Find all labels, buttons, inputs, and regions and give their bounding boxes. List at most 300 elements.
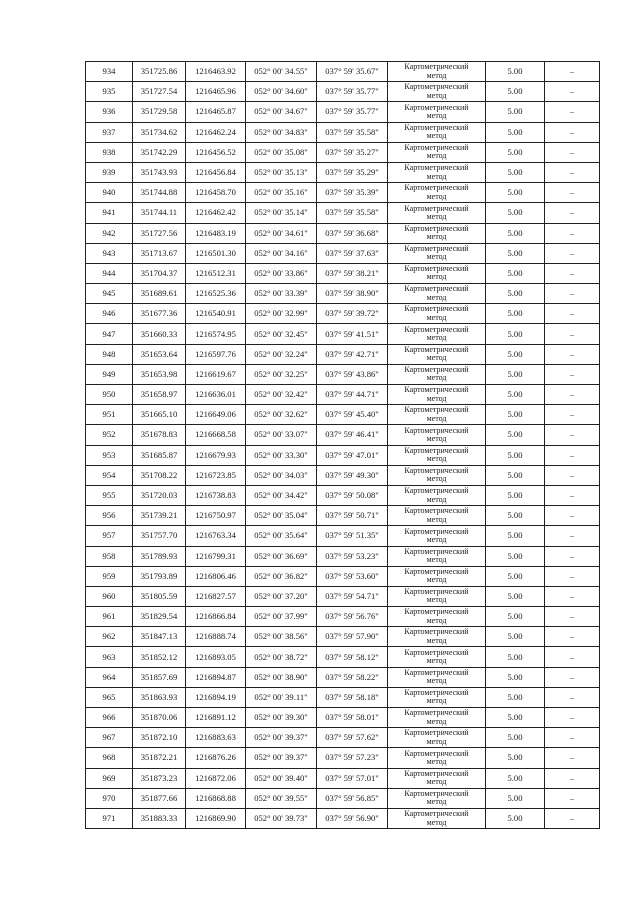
y-coordinate-cell: 1216738.83 [186,485,246,505]
note-cell: – [545,203,600,223]
y-coordinate-cell: 1216679.93 [186,445,246,465]
method-line-2: метод [426,676,447,686]
note-cell: – [545,284,600,304]
accuracy-cell: 5.00 [486,465,545,485]
latitude-cell: 052° 00' 34.42" [246,485,317,505]
x-coordinate-cell: 351757.70 [133,526,186,546]
accuracy-cell: 5.00 [486,586,545,606]
accuracy-cell: 5.00 [486,122,545,142]
method-line-1: Картометрический [404,768,469,778]
method-cell [388,808,486,828]
latitude-cell: 052° 00' 35.08" [246,142,317,162]
point-number-cell: 937 [86,122,133,142]
accuracy-cell: 5.00 [486,566,545,586]
note-cell: – [545,223,600,243]
longitude-cell: 037° 59' 35.77" [317,82,388,102]
longitude-cell: 037° 59' 53.60" [317,566,388,586]
method-line-1: Картометрический [404,465,469,475]
y-coordinate-cell: 1216512.31 [186,263,246,283]
method-line-2: метод [426,797,447,807]
method-cell [388,647,486,667]
x-coordinate-cell: 351847.13 [133,627,186,647]
method-line-2: метод [426,292,447,302]
method-line-2: метод [426,716,447,726]
note-cell: – [545,243,600,263]
y-coordinate-cell: 1216636.01 [186,385,246,405]
x-coordinate-cell: 351653.64 [133,344,186,364]
method-line-2: метод [426,474,447,484]
note-cell: – [545,82,600,102]
method-line-2: метод [426,191,447,201]
table-row [86,607,600,627]
point-number-cell: 952 [86,425,133,445]
method-line-1: Картометрический [404,809,469,819]
method-line-1: Картометрический [404,102,469,112]
accuracy-cell: 5.00 [486,304,545,324]
note-cell: – [545,788,600,808]
note-cell: – [545,647,600,667]
y-coordinate-cell: 1216462.24 [186,122,246,142]
note-cell: – [545,102,600,122]
method-cell [388,566,486,586]
latitude-cell: 052° 00' 34.60" [246,82,317,102]
method-cell [388,162,486,182]
note-cell: – [545,183,600,203]
point-number-cell: 949 [86,364,133,384]
x-coordinate-cell: 351883.33 [133,808,186,828]
method-line-2: метод [426,817,447,827]
method-line-2: метод [426,413,447,423]
longitude-cell: 037° 59' 38.21" [317,263,388,283]
method-line-2: метод [426,393,447,403]
accuracy-cell: 5.00 [486,506,545,526]
method-cell [388,728,486,748]
note-cell: – [545,808,600,828]
x-coordinate-cell: 351744.11 [133,203,186,223]
longitude-cell: 037° 59' 38.90" [317,284,388,304]
latitude-cell: 052° 00' 34.61" [246,223,317,243]
latitude-cell: 052° 00' 39.73" [246,808,317,828]
point-number-cell: 938 [86,142,133,162]
latitude-cell: 052° 00' 33.86" [246,263,317,283]
accuracy-cell: 5.00 [486,728,545,748]
point-number-cell: 942 [86,223,133,243]
x-coordinate-cell: 351678.83 [133,425,186,445]
table-row [86,708,600,728]
x-coordinate-cell: 351793.89 [133,566,186,586]
method-line-2: метод [426,373,447,383]
method-line-2: метод [426,555,447,565]
method-cell [388,607,486,627]
x-coordinate-cell: 351720.03 [133,485,186,505]
method-cell [388,405,486,425]
point-number-cell: 934 [86,62,133,82]
method-cell [388,667,486,687]
point-number-cell: 966 [86,708,133,728]
y-coordinate-cell: 1216750.97 [186,506,246,526]
method-line-2: метод [426,494,447,504]
latitude-cell: 052° 00' 35.64" [246,526,317,546]
method-line-1: Картометрический [404,788,469,798]
method-line-2: метод [426,312,447,322]
x-coordinate-cell: 351689.61 [133,284,186,304]
table-row [86,102,600,122]
y-coordinate-cell: 1216876.26 [186,748,246,768]
method-cell [388,284,486,304]
note-cell: – [545,728,600,748]
accuracy-cell: 5.00 [486,808,545,828]
method-cell [388,324,486,344]
table-row [86,203,600,223]
y-coordinate-cell: 1216483.19 [186,223,246,243]
longitude-cell: 037° 59' 56.76" [317,607,388,627]
table-row [86,324,600,344]
method-line-2: метод [426,696,447,706]
longitude-cell: 037° 59' 43.86" [317,364,388,384]
accuracy-cell: 5.00 [486,102,545,122]
accuracy-cell: 5.00 [486,62,545,82]
point-number-cell: 941 [86,203,133,223]
method-cell [388,526,486,546]
table-row [86,748,600,768]
method-line-2: метод [426,90,447,100]
method-line-1: Картометрический [404,445,469,455]
accuracy-cell: 5.00 [486,748,545,768]
y-coordinate-cell: 1216869.90 [186,808,246,828]
longitude-cell: 037° 59' 47.01" [317,445,388,465]
method-cell [388,445,486,465]
method-line-2: метод [426,514,447,524]
coordinates-table-page [85,61,599,829]
x-coordinate-cell: 351665.10 [133,405,186,425]
point-number-cell: 935 [86,82,133,102]
table-row [86,405,600,425]
latitude-cell: 052° 00' 32.42" [246,385,317,405]
note-cell: – [545,263,600,283]
latitude-cell: 052° 00' 35.14" [246,203,317,223]
accuracy-cell: 5.00 [486,546,545,566]
x-coordinate-cell: 351863.93 [133,687,186,707]
table-row [86,586,600,606]
latitude-cell: 052° 00' 33.39" [246,284,317,304]
y-coordinate-cell: 1216574.95 [186,324,246,344]
method-line-2: метод [426,70,447,80]
method-line-2: метод [426,353,447,363]
x-coordinate-cell: 351658.97 [133,385,186,405]
x-coordinate-cell: 351653.98 [133,364,186,384]
y-coordinate-cell: 1216872.06 [186,768,246,788]
y-coordinate-cell: 1216806.46 [186,566,246,586]
method-cell [388,485,486,505]
note-cell: – [545,385,600,405]
point-number-cell: 964 [86,667,133,687]
point-number-cell: 958 [86,546,133,566]
accuracy-cell: 5.00 [486,667,545,687]
y-coordinate-cell: 1216827.57 [186,586,246,606]
table-row [86,243,600,263]
x-coordinate-cell: 351872.10 [133,728,186,748]
longitude-cell: 037° 59' 53.23" [317,546,388,566]
accuracy-cell: 5.00 [486,607,545,627]
x-coordinate-cell: 351743.93 [133,162,186,182]
method-line-1: Картометрический [404,142,469,152]
y-coordinate-cell: 1216799.31 [186,546,246,566]
table-body [86,62,600,829]
y-coordinate-cell: 1216763.34 [186,526,246,546]
note-cell: – [545,425,600,445]
note-cell: – [545,607,600,627]
method-line-2: метод [426,433,447,443]
method-line-1: Картометрический [404,688,469,697]
note-cell: – [545,768,600,788]
method-line-2: метод [426,635,447,645]
accuracy-cell: 5.00 [486,647,545,667]
table-row [86,506,600,526]
longitude-cell: 037° 59' 56.90" [317,808,388,828]
method-line-1: Картометрический [404,223,469,233]
latitude-cell: 052° 00' 39.37" [246,748,317,768]
point-number-cell: 947 [86,324,133,344]
method-cell [388,748,486,768]
method-cell [388,425,486,445]
note-cell: – [545,62,600,82]
latitude-cell: 052° 00' 32.25" [246,364,317,384]
y-coordinate-cell: 1216456.84 [186,162,246,182]
longitude-cell: 037° 59' 50.71" [317,506,388,526]
x-coordinate-cell: 351877.66 [133,788,186,808]
latitude-cell: 052° 00' 34.55" [246,62,317,82]
note-cell: – [545,465,600,485]
table-row [86,122,600,142]
x-coordinate-cell: 351744.88 [133,183,186,203]
method-cell [388,102,486,122]
method-line-2: метод [426,575,447,585]
point-number-cell: 945 [86,284,133,304]
method-line-2: метод [426,333,447,343]
method-line-1: Картометрический [404,647,469,657]
table-row [86,304,600,324]
method-line-2: метод [426,736,447,746]
longitude-cell: 037° 59' 54.71" [317,586,388,606]
y-coordinate-cell: 1216888.74 [186,627,246,647]
longitude-cell: 037° 59' 39.72" [317,304,388,324]
note-cell: – [545,364,600,384]
x-coordinate-cell: 351713.67 [133,243,186,263]
accuracy-cell: 5.00 [486,162,545,182]
accuracy-cell: 5.00 [486,223,545,243]
latitude-cell: 052° 00' 35.04" [246,506,317,526]
longitude-cell: 037° 59' 35.27" [317,142,388,162]
x-coordinate-cell: 351660.33 [133,324,186,344]
latitude-cell: 052° 00' 35.16" [246,183,317,203]
accuracy-cell: 5.00 [486,385,545,405]
x-coordinate-cell: 351685.87 [133,445,186,465]
longitude-cell: 037° 59' 35.29" [317,162,388,182]
table-row [86,284,600,304]
latitude-cell: 052° 00' 38.90" [246,667,317,687]
accuracy-cell: 5.00 [486,687,545,707]
accuracy-cell: 5.00 [486,768,545,788]
accuracy-cell: 5.00 [486,243,545,263]
accuracy-cell: 5.00 [486,82,545,102]
accuracy-cell: 5.00 [486,364,545,384]
accuracy-cell: 5.00 [486,788,545,808]
longitude-cell: 037° 59' 35.67" [317,62,388,82]
method-cell [388,546,486,566]
table-row [86,62,600,82]
note-cell: – [545,546,600,566]
method-cell [388,82,486,102]
longitude-cell: 037° 59' 49.30" [317,465,388,485]
latitude-cell: 052° 00' 34.03" [246,465,317,485]
point-number-cell: 965 [86,687,133,707]
latitude-cell: 052° 00' 38.56" [246,627,317,647]
method-line-2: метод [426,252,447,262]
accuracy-cell: 5.00 [486,263,545,283]
point-number-cell: 944 [86,263,133,283]
latitude-cell: 052° 00' 39.55" [246,788,317,808]
table-row [86,183,600,203]
x-coordinate-cell: 351870.06 [133,708,186,728]
point-number-cell: 971 [86,808,133,828]
method-cell [388,385,486,405]
method-line-1: Картометрический [404,607,469,617]
accuracy-cell: 5.00 [486,425,545,445]
method-line-1: Картометрический [404,587,469,597]
method-line-2: метод [426,615,447,625]
point-number-cell: 943 [86,243,133,263]
note-cell: – [545,445,600,465]
longitude-cell: 037° 59' 44.71" [317,385,388,405]
note-cell: – [545,142,600,162]
x-coordinate-cell: 351857.69 [133,667,186,687]
latitude-cell: 052° 00' 39.37" [246,728,317,748]
method-line-1: Картометрический [404,728,469,738]
y-coordinate-cell: 1216668.58 [186,425,246,445]
y-coordinate-cell: 1216462.42 [186,203,246,223]
latitude-cell: 052° 00' 37.99" [246,607,317,627]
table-row [86,687,600,707]
y-coordinate-cell: 1216883.63 [186,728,246,748]
y-coordinate-cell: 1216525.36 [186,284,246,304]
point-number-cell: 970 [86,788,133,808]
longitude-cell: 037° 59' 35.77" [317,102,388,122]
note-cell: – [545,344,600,364]
table-row [86,566,600,586]
point-number-cell: 955 [86,485,133,505]
method-cell [388,122,486,142]
table-row [86,263,600,283]
method-line-1: Картометрический [404,82,469,92]
table-row [86,364,600,384]
method-line-2: метод [426,756,447,766]
method-line-2: метод [426,272,447,282]
note-cell: – [545,526,600,546]
x-coordinate-cell: 351677.36 [133,304,186,324]
y-coordinate-cell: 1216866.84 [186,607,246,627]
table-row [86,627,600,647]
method-line-2: метод [426,595,447,605]
method-line-2: метод [426,131,447,141]
table-row [86,647,600,667]
latitude-cell: 052° 00' 39.30" [246,708,317,728]
method-line-2: метод [426,110,447,120]
longitude-cell: 037° 59' 45.40" [317,405,388,425]
note-cell: – [545,566,600,586]
x-coordinate-cell: 351872.21 [133,748,186,768]
latitude-cell: 052° 00' 32.99" [246,304,317,324]
x-coordinate-cell: 351852.12 [133,647,186,667]
method-line-1: Картометрический [404,506,469,516]
point-number-cell: 963 [86,647,133,667]
longitude-cell: 037° 59' 35.39" [317,183,388,203]
table-row [86,808,600,828]
method-line-1: Картометрический [404,526,469,536]
latitude-cell: 052° 00' 33.30" [246,445,317,465]
y-coordinate-cell: 1216894.19 [186,687,246,707]
accuracy-cell: 5.00 [486,344,545,364]
method-line-1: Картометрический [404,566,469,576]
point-number-cell: 969 [86,768,133,788]
method-cell [388,586,486,606]
longitude-cell: 037° 59' 51.35" [317,526,388,546]
method-cell [388,687,486,707]
method-cell [388,243,486,263]
longitude-cell: 037° 59' 50.08" [317,485,388,505]
method-line-1: Картометрический [404,708,469,718]
method-cell [388,768,486,788]
accuracy-cell: 5.00 [486,142,545,162]
accuracy-cell: 5.00 [486,485,545,505]
method-line-1: Картометрический [404,486,469,496]
y-coordinate-cell: 1216619.67 [186,364,246,384]
y-coordinate-cell: 1216649.06 [186,405,246,425]
longitude-cell: 037° 59' 37.63" [317,243,388,263]
method-line-2: метод [426,232,447,242]
x-coordinate-cell: 351708.22 [133,465,186,485]
y-coordinate-cell: 1216723.85 [186,465,246,485]
method-line-1: Картометрический [404,183,469,193]
method-line-2: метод [426,656,447,666]
table-row [86,667,600,687]
method-cell [388,263,486,283]
latitude-cell: 052° 00' 39.11" [246,687,317,707]
table-row [86,142,600,162]
method-cell [388,183,486,203]
table-row [86,162,600,182]
point-number-cell: 967 [86,728,133,748]
method-line-1: Картометрический [404,304,469,314]
point-number-cell: 962 [86,627,133,647]
table-row [86,223,600,243]
method-line-1: Картометрический [404,243,469,253]
longitude-cell: 037° 59' 58.18" [317,687,388,707]
y-coordinate-cell: 1216456.52 [186,142,246,162]
method-line-2: метод [426,454,447,464]
method-line-1: Картометрический [404,122,469,132]
coordinates-table [85,61,600,829]
method-line-1: Картометрический [404,284,469,294]
note-cell: – [545,667,600,687]
latitude-cell: 052° 00' 32.45" [246,324,317,344]
longitude-cell: 037° 59' 57.90" [317,627,388,647]
accuracy-cell: 5.00 [486,203,545,223]
method-line-1: Картометрический [404,264,469,274]
method-line-1: Картометрический [404,546,469,556]
x-coordinate-cell: 351725.86 [133,62,186,82]
point-number-cell: 940 [86,183,133,203]
latitude-cell: 052° 00' 34.67" [246,102,317,122]
